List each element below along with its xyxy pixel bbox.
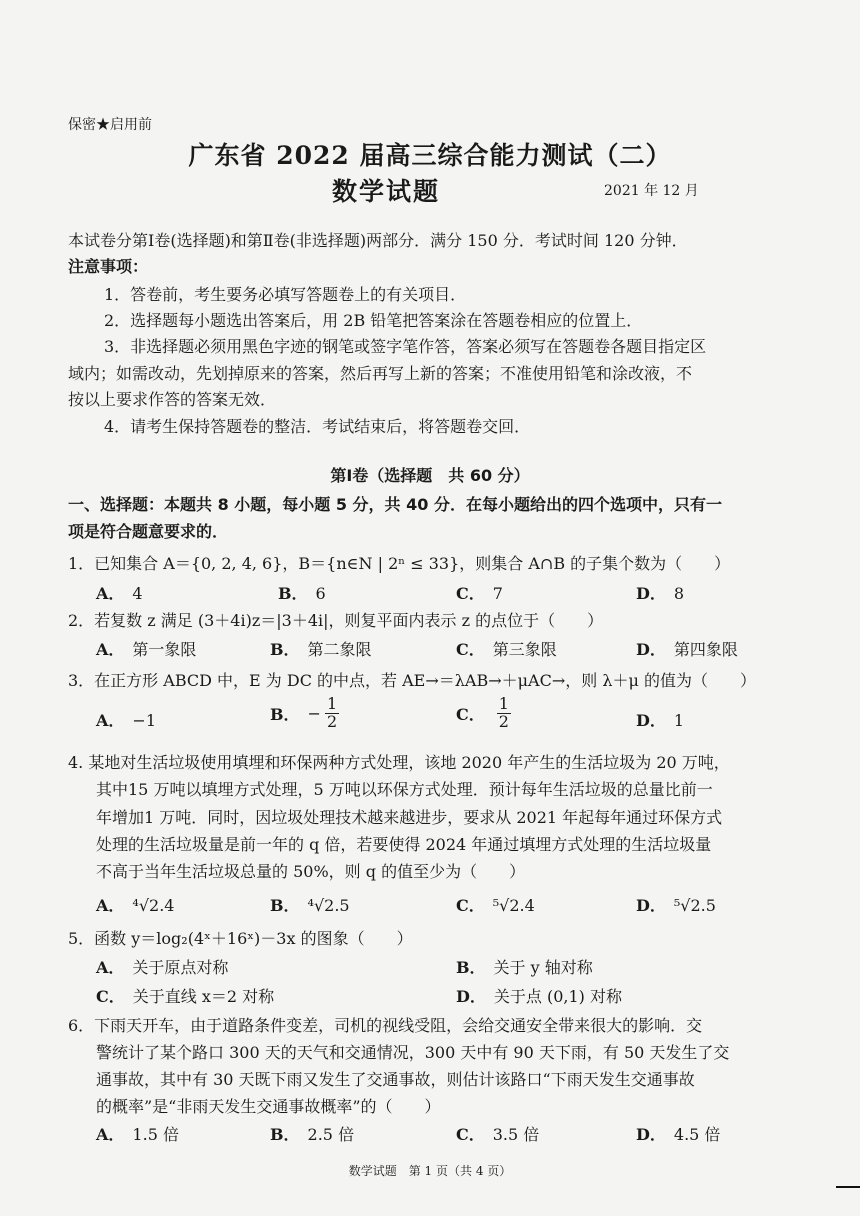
notice-3-cont2: 按以上要求作答的答案无效． [68,390,277,409]
q3-b-fraction: $\frac{1}{2}$ [326,694,338,731]
question-6-line-1: 6．下雨天开车，由于道路条件变差，司机的视线受阻，会给交通安全带来很大的影响．交 [68,1016,703,1035]
q5-option-c: C． 关于直线 x＝2 对称 [96,987,275,1006]
q5-option-a: A． 关于原点对称 [96,958,229,977]
intro-text: 本试卷分第Ⅰ卷(选择题)和第Ⅱ卷(非选择题)两部分．满分 150 分．考试时间 120 分钟． [68,231,688,250]
q4-option-d: D． ⁵√2.5 [636,896,716,915]
q3-option-c: C． $\frac{1}{2}$ [456,694,509,731]
q1-option-a: A． 4 [96,584,143,603]
notice-4: 4．请考生保持答题卷的整洁．考试结束后，将答题卷交回． [104,417,531,436]
question-4-line-3: 年增加1 万吨．同时，因垃圾处理技术越来越进步，要求从 2021 年起每年通过环保方式 [96,808,723,827]
q2-option-b: B． 第二象限 [270,640,372,659]
question-4-line-4: 处理的生活垃圾量是前一年的 q 倍，若要使得 2024 年通过填埋方式处理的生活垃圾量 [96,835,712,854]
q2-option-d: D． 第四象限 [636,640,738,659]
notice-3-cont: 域内；如需改动，先划掉原来的答案，然后再写上新的答案；不准使用铅笔和涂改液，不 [68,364,693,383]
q4-option-c: C． ⁵√2.4 [456,896,535,915]
question-5-stem: 5．函数 y＝log₂(4ˣ＋16ˣ)－3x 的图象（ ） [68,929,413,948]
question-4-line-2: 其中15 万吨以填埋方式处理，5 万吨以环保方式处理．预计每年生活垃圾的总量比前一 [96,780,713,799]
question-3-stem: 3．在正方形 ABCD 中，E 为 DC 的中点，若 AE→＝λAB→＋μAC→，则 λ＋μ 的值为（ ） [68,671,756,690]
q3-option-d: D． 1 [636,711,685,730]
q6-option-b: B． 2.5 倍 [270,1125,355,1144]
q5-option-d: D． 关于点 (0,1) 对称 [456,987,622,1006]
question-6-line-4: 的概率”是“非雨天发生交通事故概率”的（ ） [96,1097,441,1116]
exam-title: 广东省 2022 届高三综合能力测试（二） [188,141,672,170]
q1-option-d: D． 8 [636,584,685,603]
section-intro-2: 项是符合题意要求的． [68,522,229,541]
notice-2: 2．选择题每小题选出答案后，用 2B 铅笔把答案涂在答题卷相应的位置上． [104,311,643,330]
notice-3: 3．非选择题必须用黑色字迹的钢笔或签字笔作答，答案必须写在答题卷各题目指定区 [104,337,707,356]
question-4-line-1: 4. 某地对生活垃圾使用填埋和环保两种方式处理，该地 2020 年产生的生活垃圾为 20 万吨， [68,753,730,772]
exam-date: 2021 年 12 月 [604,183,699,199]
q4-option-b: B． ⁴√2.5 [270,896,350,915]
q2-option-c: C． 第三象限 [456,640,557,659]
exam-subtitle: 数学试题 [332,177,441,206]
question-2-stem: 2．若复数 z 满足 (3＋4i)z＝|3＋4i|，则复平面内表示 z 的点位于（ ） [68,611,604,630]
section-title: 第Ⅰ卷（选择题 共 60 分） [330,466,530,485]
q1-option-b: B． 6 [278,584,326,603]
question-1-stem: 1．已知集合 A＝{0, 2, 4, 6}，B＝{n∈N | 2ⁿ ≤ 33}，则集合 A∩B 的子集个数为（ ） [68,554,731,573]
q6-option-c: C． 3.5 倍 [456,1125,540,1144]
q3-option-b: B． − $\frac{1}{2}$ [270,694,338,731]
q2-option-a: A． 第一象限 [96,640,197,659]
notice-1: 1．答卷前，考生要务必填写答题卷上的有关项目． [104,285,467,304]
q5-option-b: B． 关于 y 轴对称 [456,958,593,977]
q6-option-d: D． 4.5 倍 [636,1125,721,1144]
q1-option-c: C． 7 [456,584,503,603]
page-footer: 数学试题 第 1 页（共 4 页） [348,1164,512,1178]
q3-option-a: A． −1 [96,711,157,730]
q3-c-fraction: $\frac{1}{2}$ [498,694,509,731]
question-6-line-3: 通事故，其中有 30 天既下雨又发生了交通事故，则估计该路口“下雨天发生交通事故 [96,1070,695,1089]
confidential-label: 保密★启用前 [68,117,152,133]
section-intro-1: 一、选择题：本题共 8 小题，每小题 5 分，共 40 分．在每小题给出的四个选项中，只有一 [68,495,722,514]
q4-option-a: A． ⁴√2.4 [96,896,175,915]
notice-heading: 注意事项： [68,257,149,276]
question-6-line-2: 警统计了某个路口 300 天的天气和交通情况，300 天中有 90 天下雨，有 50 天发生了交 [96,1043,730,1062]
q6-option-a: A． 1.5 倍 [96,1125,179,1144]
edge-mark [836,1186,860,1188]
question-4-line-5: 不高于当年生活垃圾总量的 50%，则 q 的值至少为（ ） [96,862,526,881]
